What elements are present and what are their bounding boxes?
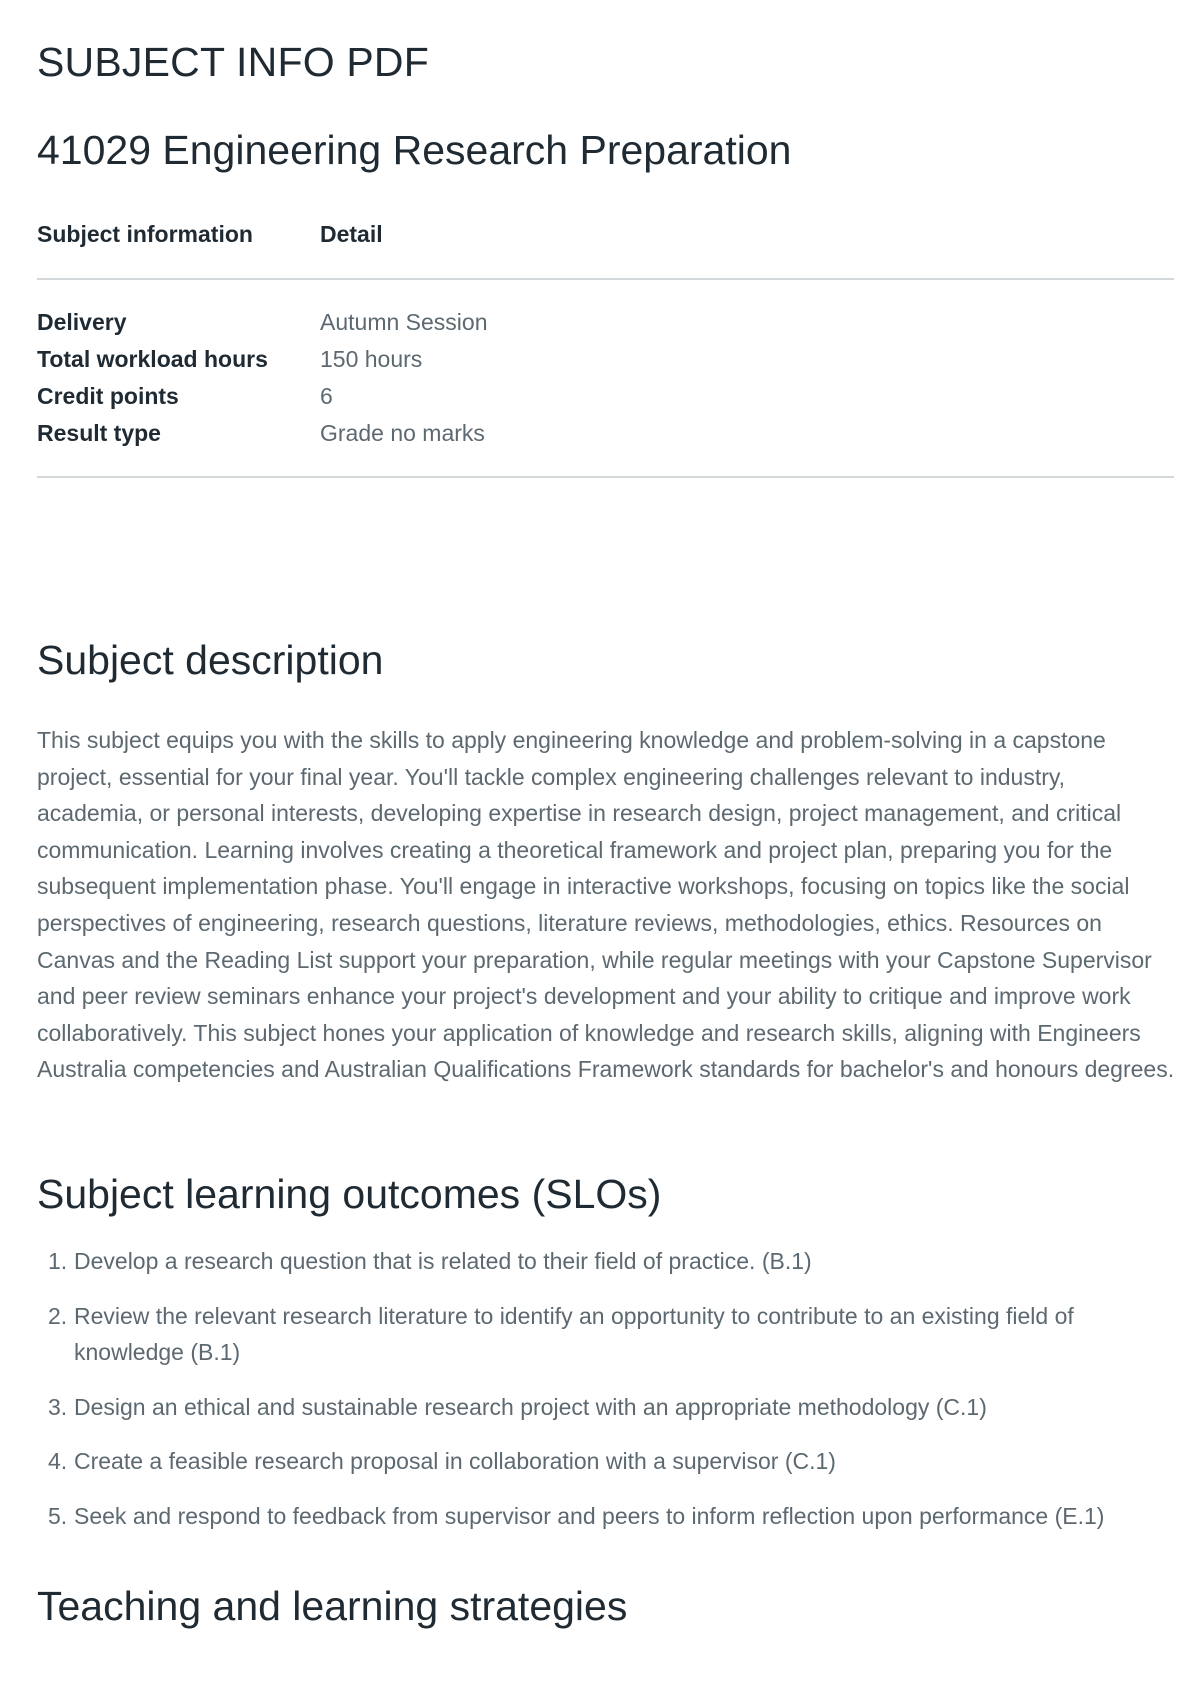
row-label: Credit points (37, 383, 179, 409)
list-item-text: Design an ethical and sustainable research project with an appropriate methodology (C.1) (74, 1393, 987, 1420)
subject-description-heading: Subject description (37, 637, 384, 683)
header-subject-information: Subject information (37, 214, 320, 279)
list-item-number: 2. (48, 1302, 68, 1329)
row-label: Delivery (37, 309, 127, 335)
list-item-text: Seek and respond to feedback from supervisor and peers to inform reflection upon performance (E.1) (74, 1502, 1105, 1529)
table-header-row (37, 214, 1174, 279)
table-row-credit-points (37, 378, 1174, 415)
table-row-result-type (37, 415, 1174, 477)
list-item (37, 1498, 1174, 1535)
list-item (37, 1389, 1174, 1426)
list-item (37, 1298, 1174, 1371)
subject-description-text: This subject equips you with the skills to apply engineering knowledge and problem-solving in a capstone project, essential for your final year. You'll tackle complex engineering challenges relevant to industry, academia, or personal interests, developing expertise in research design, project management, and critical communication. Learning involves creating a theoretical framework and project plan, preparing you for the subsequent implementation phase. You'll engage in interactive workshops, focusing on topics like the social perspectives of engineering, research questions, literature reviews, methodologies, ethics. Resources on Canvas and the Reading List support your preparation, while regular meetings with your Capstone Supervisor and peer review seminars enhance your project's development and your ability to critique and improve work collaboratively. This subject hones your application of knowledge and research skills, aligning with Engineers Australia competencies and Australian Qualifications Framework standards for bachelor's and honours degrees. (37, 727, 1175, 1083)
table-row-delivery (37, 279, 1174, 341)
row-value: Autumn Session (320, 309, 488, 335)
row-value: Grade no marks (320, 415, 1174, 477)
list-item (37, 1243, 1174, 1280)
learning-outcomes-list (37, 1243, 1174, 1553)
subject-info-table (37, 214, 1174, 478)
header-detail: Detail (320, 214, 1174, 279)
table-row-workload (37, 341, 1174, 378)
teaching-strategies-heading: Teaching and learning strategies (37, 1583, 628, 1629)
row-value: 150 hours (320, 346, 423, 372)
list-item-number: 5. (48, 1502, 68, 1529)
row-label: Total workload hours (37, 346, 268, 372)
list-item-number: 3. (48, 1393, 68, 1420)
subject-title: 41029 Engineering Research Preparation (37, 127, 792, 173)
list-item-text: Create a feasible research proposal in collaboration with a supervisor (C.1) (74, 1448, 836, 1475)
list-item-number: 1. (48, 1248, 68, 1274)
row-label: Result type (37, 415, 320, 477)
list-item (37, 1443, 1174, 1480)
list-item-text: Develop a research question that is related to their field of practice. (B.1) (74, 1248, 812, 1274)
list-item-text: Review the relevant research literature to identify an opportunity to contribute to an existing field of knowledge (B.1) (74, 1302, 1074, 1366)
row-value: 6 (320, 383, 333, 409)
pdf-title: SUBJECT INFO PDF (37, 39, 429, 85)
list-item-number: 4. (48, 1448, 68, 1475)
learning-outcomes-heading: Subject learning outcomes (SLOs) (37, 1171, 662, 1217)
